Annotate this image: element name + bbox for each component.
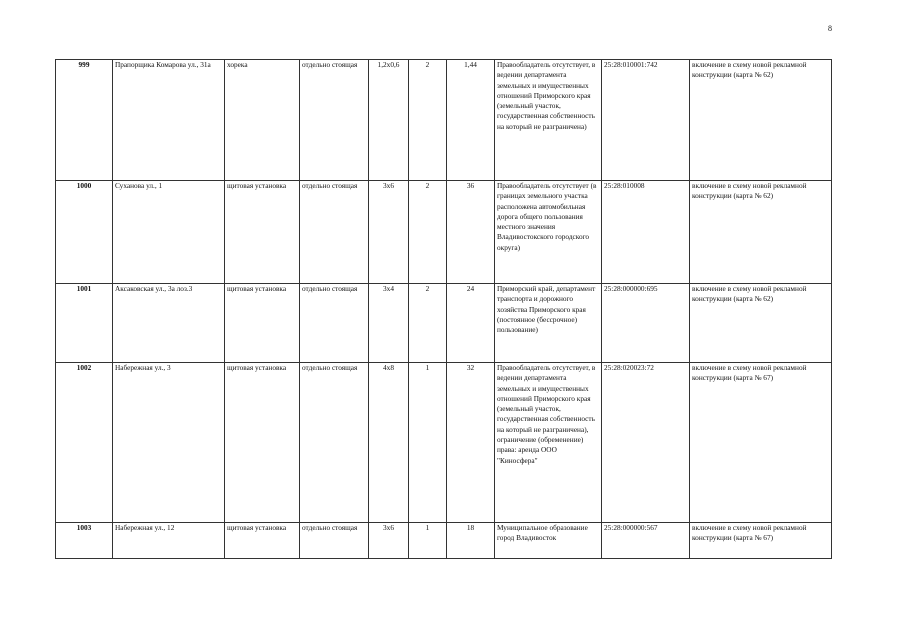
table-row bbox=[56, 181, 832, 284]
note-cell: включение в схему новой рекламной конструкции (карта № 62) bbox=[690, 284, 832, 363]
row-number: 1000 bbox=[56, 181, 113, 284]
sides-cell: 2 bbox=[409, 60, 447, 181]
cadastre-cell: 25:28:010008 bbox=[602, 181, 690, 284]
area-cell: 18 bbox=[447, 523, 495, 559]
address-cell: Аксаковская ул., 3а лоз.3 bbox=[113, 284, 225, 363]
area-cell: 24 bbox=[447, 284, 495, 363]
note-cell: включение в схему новой рекламной конструкции (карта № 62) bbox=[690, 181, 832, 284]
sides-cell: 1 bbox=[409, 363, 447, 523]
sides-cell: 1 bbox=[409, 523, 447, 559]
placement-cell: отдельно стоящая bbox=[300, 363, 369, 523]
cadastre-cell: 25:28:010001:742 bbox=[602, 60, 690, 181]
row-number: 1001 bbox=[56, 284, 113, 363]
owner-cell: Правообладатель отсутствует, в ведении департамента земельных и имущественных отношений Приморского края (земельный участок, государственная собственность на который не разграничена), ограничение (обременение) права: аренда ООО "Киносфера" bbox=[495, 363, 602, 523]
type-cell: щитовая установка bbox=[225, 181, 300, 284]
owner-cell: Правообладатель отсутствует, в ведении департамента земельных и имущественных отношений Приморского края (земельный участок, государственная собственность на который не разграничена) bbox=[495, 60, 602, 181]
row-number: 999 bbox=[56, 60, 113, 181]
type-cell: хорека bbox=[225, 60, 300, 181]
area-cell: 32 bbox=[447, 363, 495, 523]
cadastre-cell: 25:28:000000:695 bbox=[602, 284, 690, 363]
size-cell: 3х4 bbox=[369, 284, 409, 363]
size-cell: 4х8 bbox=[369, 363, 409, 523]
address-cell: Набережная ул., 12 bbox=[113, 523, 225, 559]
cadastre-cell: 25:28:000000:567 bbox=[602, 523, 690, 559]
address-cell: Суханова ул., 1 bbox=[113, 181, 225, 284]
type-cell: щитовая установка bbox=[225, 523, 300, 559]
page-number: 8 bbox=[828, 24, 832, 33]
address-cell: Прапорщика Комарова ул., 31а bbox=[113, 60, 225, 181]
placement-cell: отдельно стоящая bbox=[300, 181, 369, 284]
table-row bbox=[56, 60, 832, 181]
size-cell: 1,2х0,6 bbox=[369, 60, 409, 181]
placement-cell: отдельно стоящая bbox=[300, 284, 369, 363]
type-cell: щитовая установка bbox=[225, 284, 300, 363]
owner-cell: Муниципальное образование город Владивосток bbox=[495, 523, 602, 559]
note-cell: включение в схему новой рекламной конструкции (карта № 62) bbox=[690, 60, 832, 181]
table-row bbox=[56, 284, 832, 363]
area-cell: 1,44 bbox=[447, 60, 495, 181]
sides-cell: 2 bbox=[409, 181, 447, 284]
cadastre-cell: 25:28:020023:72 bbox=[602, 363, 690, 523]
owner-cell: Приморский край, департамент транспорта и дорожного хозяйства Приморского края (постоянное (бессрочное) пользование) bbox=[495, 284, 602, 363]
row-number: 1002 bbox=[56, 363, 113, 523]
table-row bbox=[56, 363, 832, 523]
table-row bbox=[56, 523, 832, 559]
type-cell: щитовая установка bbox=[225, 363, 300, 523]
placement-cell: отдельно стоящая bbox=[300, 523, 369, 559]
note-cell: включение в схему новой рекламной конструкции (карта № 67) bbox=[690, 523, 832, 559]
placement-cell: отдельно стоящая bbox=[300, 60, 369, 181]
area-cell: 36 bbox=[447, 181, 495, 284]
sides-cell: 2 bbox=[409, 284, 447, 363]
size-cell: 3х6 bbox=[369, 181, 409, 284]
address-cell: Набережная ул., 3 bbox=[113, 363, 225, 523]
owner-cell: Правообладатель отсутствует (в границах земельного участка расположена автомобильная дорога общего пользования местного значения Владивостокского городского округа) bbox=[495, 181, 602, 284]
size-cell: 3х6 bbox=[369, 523, 409, 559]
note-cell: включение в схему новой рекламной конструкции (карта № 67) bbox=[690, 363, 832, 523]
row-number: 1003 bbox=[56, 523, 113, 559]
advertising-structures-table bbox=[55, 59, 832, 559]
